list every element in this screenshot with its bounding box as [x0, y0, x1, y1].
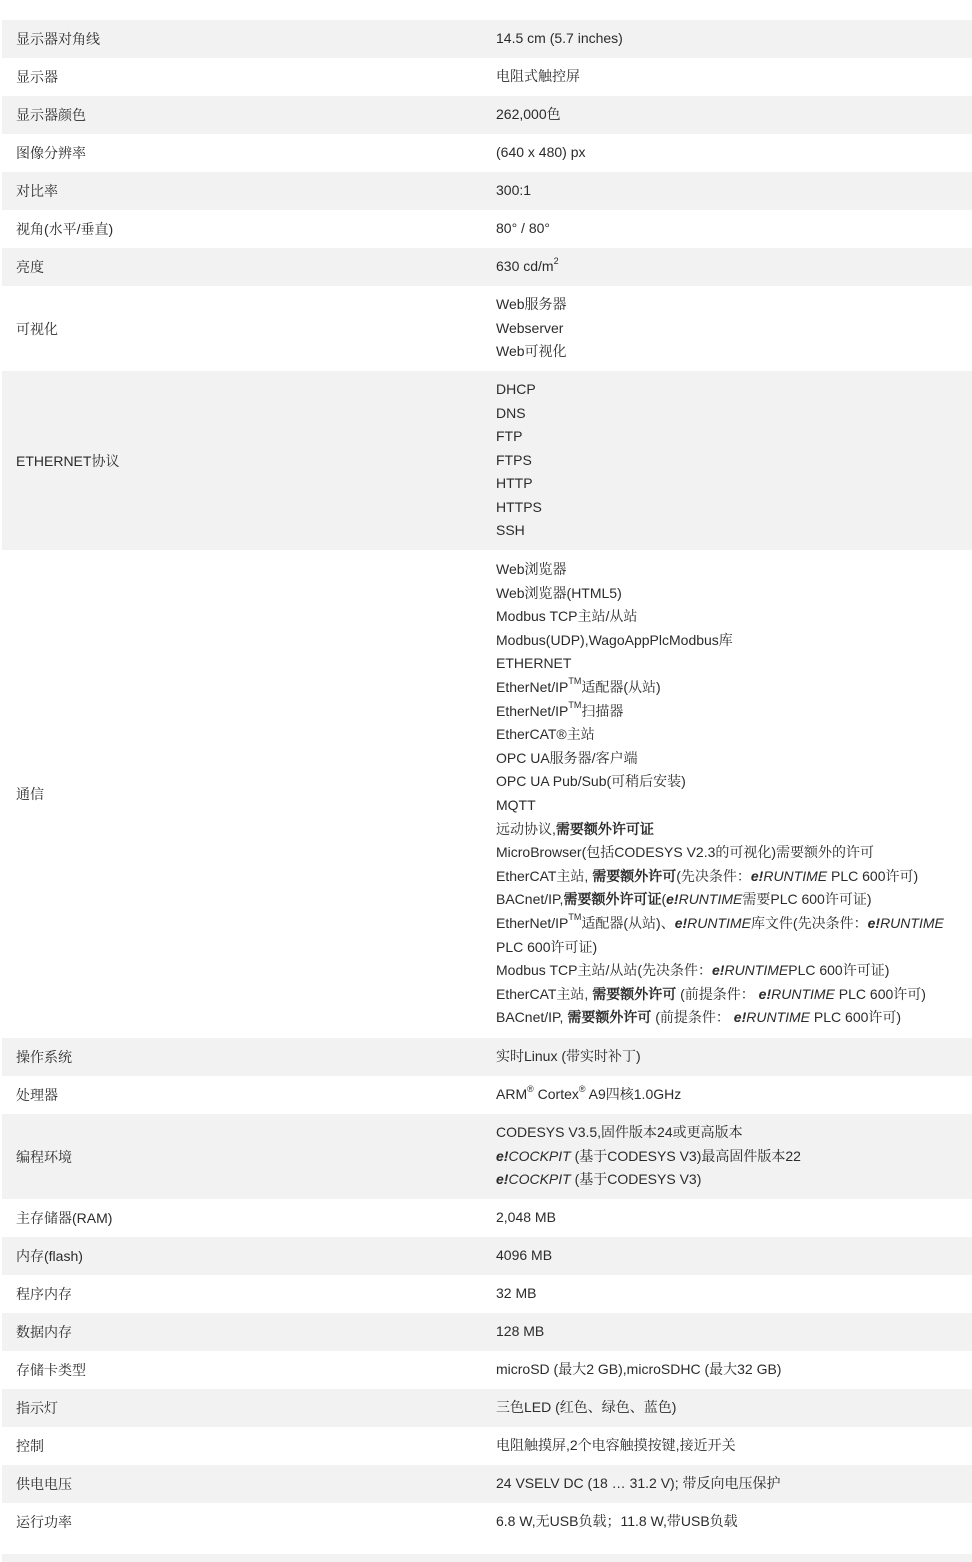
spec-row-display-diagonal — [2, 20, 972, 58]
spec-row-contrast — [2, 172, 972, 210]
spec-row-display-colors — [2, 96, 972, 134]
brand-e: e! — [496, 1147, 509, 1164]
spec-label: 供电电压 — [16, 1476, 72, 1492]
value-line: FTPS — [496, 451, 532, 468]
text-segment: (基于CODESYS V3) — [570, 1171, 702, 1188]
spec-row-indicators — [2, 1389, 972, 1427]
value-line: OPC UA Pub/Sub(可稍后安装) — [496, 773, 686, 790]
brand-e: e! — [674, 914, 688, 931]
spec-value: 电阻触摸屏,2个电容触摸按键,接近开关 — [496, 1437, 736, 1454]
spec-value: 4096 MB — [496, 1247, 553, 1264]
registered-superscript: ® — [527, 1083, 534, 1094]
value-line: Modbus TCP主站/从站 — [496, 608, 638, 625]
brand-e: e! — [712, 962, 725, 979]
spec-value — [496, 558, 972, 1030]
value-line: HTTPS — [496, 498, 542, 515]
spec-value: (640 x 480) px — [496, 144, 586, 161]
text-segment: (基于CODESYS V3)最高固件版本22 — [570, 1147, 801, 1164]
spec-value: 128 MB — [496, 1323, 545, 1340]
text-segment: 适配器(从站)、 — [581, 914, 675, 931]
value-line: Modbus(UDP),WagoAppPlcModbus库 — [496, 631, 733, 648]
text-segment: EtherNet/IP — [496, 679, 569, 696]
text-segment: EtherCAT主站, — [496, 867, 593, 884]
spec-value — [496, 378, 972, 543]
text-segment: ( — [661, 891, 667, 908]
spec-label: 内存(flash) — [16, 1248, 83, 1264]
spec-value: microSD (最大2 GB),microSDHC (最大32 GB) — [496, 1361, 782, 1378]
spec-row-viewing-angle — [2, 210, 972, 248]
spec-label: 程序内存 — [16, 1286, 72, 1302]
text-segment: Modbus TCP主站/从站(先决条件： — [496, 962, 712, 979]
text-segment: PLC 600许可) — [834, 985, 926, 1002]
trademark-superscript: TM — [568, 699, 582, 710]
spec-value: 80° / 80° — [496, 220, 551, 237]
text-segment: (前提条件： — [676, 985, 759, 1002]
brand-runtime: RUNTIME — [746, 1009, 811, 1026]
spec-label: 显示器对角线 — [16, 31, 100, 47]
spec-value: 300:1 — [496, 182, 532, 199]
spec-row-brightness — [2, 248, 972, 286]
brand-e: e! — [666, 891, 679, 908]
value-line: MicroBrowser(包括CODESYS V2.3的可视化)需要额外的许可 — [496, 844, 875, 861]
spec-label: 控制 — [16, 1438, 44, 1454]
spec-value — [496, 293, 972, 364]
text-segment: PLC 600许可) — [810, 1009, 902, 1026]
spec-label: 亮度 — [16, 259, 44, 275]
spec-row-data-memory — [2, 1313, 972, 1351]
value-line: EtherCAT®主站 — [496, 726, 595, 743]
value-line: MQTT — [496, 797, 536, 813]
spec-value: 电阻式触控屏 — [496, 68, 580, 85]
spec-row-resolution — [2, 134, 972, 172]
bold-segment: 需要额外许可证 — [555, 820, 654, 837]
spec-row-flash — [2, 1237, 972, 1275]
value-line: OPC UA服务器/客户端 — [496, 749, 638, 766]
bold-segment: 需要额外许可 — [592, 867, 677, 884]
spec-value: 6.8 W,无USB负载；11.8 W,带USB负载 — [496, 1513, 738, 1530]
spec-row-communication — [2, 550, 972, 1038]
text-segment: 库文件(先决条件： — [750, 914, 868, 931]
spec-label: 显示器颜色 — [16, 107, 86, 123]
trademark-superscript: TM — [568, 676, 582, 687]
value-line — [496, 1145, 966, 1169]
spec-value: 32 MB — [496, 1285, 537, 1302]
bold-segment: 需要额外许可 — [567, 1009, 652, 1026]
value-line — [496, 959, 966, 983]
spec-value: 三色LED (红色、绿色、蓝色) — [496, 1399, 677, 1416]
spec-label: ETHERNET协议 — [16, 452, 120, 469]
value-line: SSH — [496, 522, 525, 539]
trademark-superscript: TM — [568, 912, 582, 923]
spec-row-power — [2, 1503, 972, 1541]
spec-row-program-memory — [2, 1275, 972, 1313]
value-line: DHCP — [496, 380, 536, 397]
value-line — [496, 888, 966, 912]
value-line: Webserver — [496, 319, 564, 336]
spec-value — [496, 1121, 972, 1192]
value-line: Web浏览器(HTML5) — [496, 584, 622, 601]
brand-e: e! — [496, 1171, 509, 1188]
text-segment: PLC 600许可) — [827, 867, 919, 884]
text-segment: BACnet/IP, — [496, 891, 564, 908]
next-row-partial — [2, 1554, 972, 1562]
text-segment: 适配器(从站) — [581, 679, 661, 696]
value-line: FTP — [496, 428, 523, 445]
spec-label: 操作系统 — [16, 1049, 72, 1065]
brand-e: e! — [750, 867, 764, 884]
spec-row-display — [2, 58, 972, 96]
spec-value: 2,048 MB — [496, 1209, 556, 1226]
value-line: DNS — [496, 404, 526, 421]
bold-segment: 需要额外许可证 — [563, 891, 662, 908]
text-segment: 远动协议, — [496, 820, 556, 837]
bold-segment: 需要额外许可 — [592, 985, 677, 1002]
spec-value — [496, 255, 972, 279]
spec-label: 通信 — [16, 786, 44, 802]
text-segment: BACnet/IP, — [496, 1009, 568, 1026]
spec-value: 实时Linux (带实时补丁) — [496, 1048, 641, 1065]
spec-row-programming-environment — [2, 1114, 972, 1199]
superscript: 2 — [553, 255, 559, 266]
value-line: Web可视化 — [496, 343, 567, 360]
spec-value — [496, 1083, 972, 1107]
value-line: Web浏览器 — [496, 561, 567, 578]
value-line — [496, 1168, 966, 1192]
spec-label: 编程环境 — [16, 1148, 72, 1165]
spec-value: 262,000色 — [496, 106, 561, 123]
brand-cockpit: COCKPIT — [508, 1147, 571, 1164]
value-line — [496, 1006, 966, 1030]
text-segment: EtherCAT主站, — [496, 985, 593, 1002]
spec-label: 可视化 — [16, 320, 58, 337]
value-line: Web服务器 — [496, 296, 567, 313]
value-line — [496, 818, 966, 842]
value-line: PLC 600许可证) — [496, 938, 598, 955]
spec-row-ethernet-protocols — [2, 371, 972, 550]
text-segment: PLC 600许可证) — [788, 962, 890, 979]
spec-label: 对比率 — [16, 183, 58, 199]
spec-table — [2, 20, 972, 1541]
spec-value: 14.5 cm (5.7 inches) — [496, 30, 623, 47]
spec-row-controls — [2, 1427, 972, 1465]
brand-runtime: RUNTIME — [724, 962, 789, 979]
spec-row-memory-card — [2, 1351, 972, 1389]
spec-label: 处理器 — [16, 1087, 58, 1103]
brand-runtime: RUNTIME — [771, 985, 835, 1002]
brand-runtime: RUNTIME — [687, 914, 751, 931]
spec-row-os — [2, 1038, 972, 1076]
value-line — [496, 865, 966, 889]
text-segment: 需要PLC 600许可证) — [742, 891, 872, 908]
spec-label: 显示器 — [16, 69, 58, 85]
spec-row-ram — [2, 1199, 972, 1237]
spec-row-visualization — [2, 286, 972, 371]
brand-e: e! — [733, 1009, 747, 1026]
text-segment: (前提条件： — [651, 1009, 734, 1026]
value-line: HTTP — [496, 475, 533, 492]
brand-e: e! — [758, 985, 772, 1002]
spec-label: 主存储器(RAM) — [16, 1210, 113, 1226]
value-line — [496, 983, 966, 1007]
text-segment: ARM — [496, 1086, 528, 1103]
value-line — [496, 700, 966, 724]
brand-runtime: RUNTIME — [678, 891, 743, 908]
spec-label: 图像分辨率 — [16, 145, 86, 161]
value-line: CODESYS V3.5,固件版本24或更高版本 — [496, 1124, 743, 1141]
text-segment: 扫描器 — [581, 702, 624, 719]
brand-e: e! — [867, 914, 881, 931]
value-line: ETHERNET — [496, 655, 572, 672]
text-segment: A9四核1.0GHz — [585, 1086, 682, 1103]
value-line — [496, 912, 966, 936]
spec-value: 24 VSELV DC (18 … 31.2 V); 带反向电压保护 — [496, 1475, 781, 1492]
value-line — [496, 676, 966, 700]
text-segment: (先决条件： — [676, 867, 751, 884]
text-segment: EtherNet/IP — [496, 702, 569, 719]
brand-cockpit: COCKPIT — [508, 1171, 571, 1188]
spec-label: 指示灯 — [16, 1400, 58, 1416]
registered-superscript: ® — [578, 1083, 586, 1094]
spec-label: 运行功率 — [16, 1514, 72, 1530]
brand-runtime: RUNTIME — [763, 867, 828, 884]
text-segment: EtherNet/IP — [496, 914, 569, 931]
spec-row-processor — [2, 1076, 972, 1114]
brightness-value: 630 cd/m — [496, 258, 554, 275]
text-segment: Cortex — [533, 1086, 579, 1103]
spec-label: 存储卡类型 — [16, 1362, 86, 1378]
brand-runtime: RUNTIME — [880, 914, 944, 931]
spec-row-supply-voltage — [2, 1465, 972, 1503]
spec-label: 数据内存 — [16, 1324, 72, 1340]
spec-label: 视角(水平/垂直) — [16, 221, 114, 237]
